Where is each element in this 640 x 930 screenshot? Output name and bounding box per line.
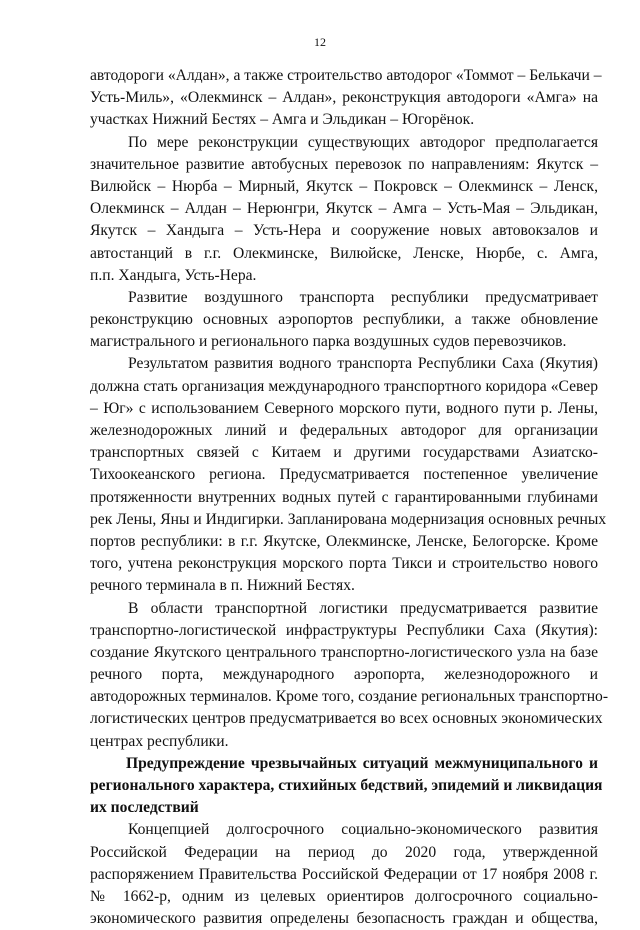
text-line: участках Нижний Бестях – Амга и Эльдикан – Югорёнок. — [90, 111, 475, 129]
heading-line: регионального характера, стихийных бедствий, эпидемий и ликвидация — [90, 777, 603, 794]
text-line: № 1662-р, одним из целевых ориентиров долгосрочного социально- — [90, 887, 598, 905]
paragraph-roads-continuation — [90, 65, 602, 132]
paragraph-bus-transport — [90, 132, 598, 287]
text-line: экономического развития определены безопасность граждан и общества, — [90, 910, 598, 928]
text-line: портов республики: в г.г. Якутске, Олекминске, Ленске, Белогорске. Кроме — [90, 532, 598, 550]
paragraph-air-transport — [90, 287, 598, 354]
text-line: транспортных связей с Китаем и другими государствами Азиатско- — [90, 444, 598, 462]
paragraph-water-transport — [90, 353, 607, 597]
text-line: п.п. Хандыга, Усть-Нера. — [90, 266, 257, 284]
text-line: Российской Федерации на период до 2020 года, утвержденной — [90, 843, 598, 861]
text-line: распоряжением Правительства Российской Федерации от 17 ноября 2008 г. — [90, 865, 598, 883]
text-line: того, учтена реконструкция морского порта Тикси и строительство нового — [90, 555, 598, 573]
text-line: автодорожных терминалов. Кроме того, создание региональных транспортно- — [90, 688, 609, 706]
text-line: речного порта, международного аэропорта, железнодорожного и — [90, 666, 598, 684]
text-line: магистрального и регионального парка воздушных судов перевозчиков. — [90, 333, 567, 351]
text-line: Якутск – Хандыга – Усть-Нера и сооружение новых автовокзалов и — [90, 222, 598, 240]
heading-line: Предупреждение чрезвычайных ситуаций межмуниципального и — [126, 754, 598, 772]
text-line: – Юг» с использованием Северного морского пути, водного пути р. Лены, — [90, 399, 598, 417]
text-line: реконструкцию основных аэропортов республики, а также обновление — [90, 311, 598, 329]
text-line: автостанций в г.г. Олекминске, Вилюйске, Ленске, Нюрбе, с. Амга, — [90, 244, 598, 262]
text-line: центрах республики. — [90, 732, 229, 750]
text-line: логистических центров предусматривается во всех основных экономических — [90, 710, 603, 728]
heading-line: их последствий — [90, 799, 199, 817]
text-line: Усть-Миль», «Олекминск – Алдан», реконструкция автодороги «Амга» на — [90, 89, 598, 107]
page-content — [90, 65, 609, 930]
text-line: В области транспортной логистики предусматривается развитие — [128, 599, 598, 617]
text-line: Олекминск – Алдан – Нерюнгри, Якутск – Амга – Усть-Мая – Эльдикан, — [90, 200, 598, 218]
text-line: автодороги «Алдан», а также строительство автодорог «Томмот – Белькачи – — [90, 67, 602, 84]
text-line: речного терминала в п. Нижний Бестях. — [90, 577, 355, 595]
text-line: Результатом развития водного транспорта Республики Саха (Якутия) — [128, 355, 598, 373]
section-heading — [90, 753, 603, 820]
text-line: Тихоокеанского региона. Предусматривается постепенное увеличение — [90, 466, 598, 484]
text-line: создание Якутского центрального транспортно-логистического узла на базе — [90, 643, 598, 661]
text-line: железнодорожных линий и федеральных автодорог для организации — [90, 422, 598, 439]
text-line: должна стать организация международного транспортного коридора «Север — [90, 377, 598, 395]
text-line: Концепцией долгосрочного социально-экономического развития — [128, 821, 598, 839]
text-line: Развитие воздушного транспорта республики предусматривает — [128, 288, 598, 306]
text-line: значительное развитие автобусных перевозок по направлениям: Якутск – — [90, 155, 598, 173]
text-line: транспортно-логистической инфраструктуры Республики Саха (Якутия): — [90, 621, 598, 639]
text-line: По мере реконструкции существующих автодорог предполагается — [128, 133, 598, 151]
page-number: 12 — [314, 35, 326, 49]
text-line: протяженности внутренних водных путей с гарантированными глубинами — [90, 488, 598, 506]
text-line: Вилюйск – Нюрба – Мирный, Якутск – Покровск – Олекминск – Ленск, — [90, 177, 598, 195]
paragraph-concept-2020 — [90, 819, 598, 930]
paragraph-logistics — [90, 598, 609, 753]
text-line: рек Лены, Яны и Индигирки. Запланирована модернизация основных речных — [90, 510, 607, 528]
